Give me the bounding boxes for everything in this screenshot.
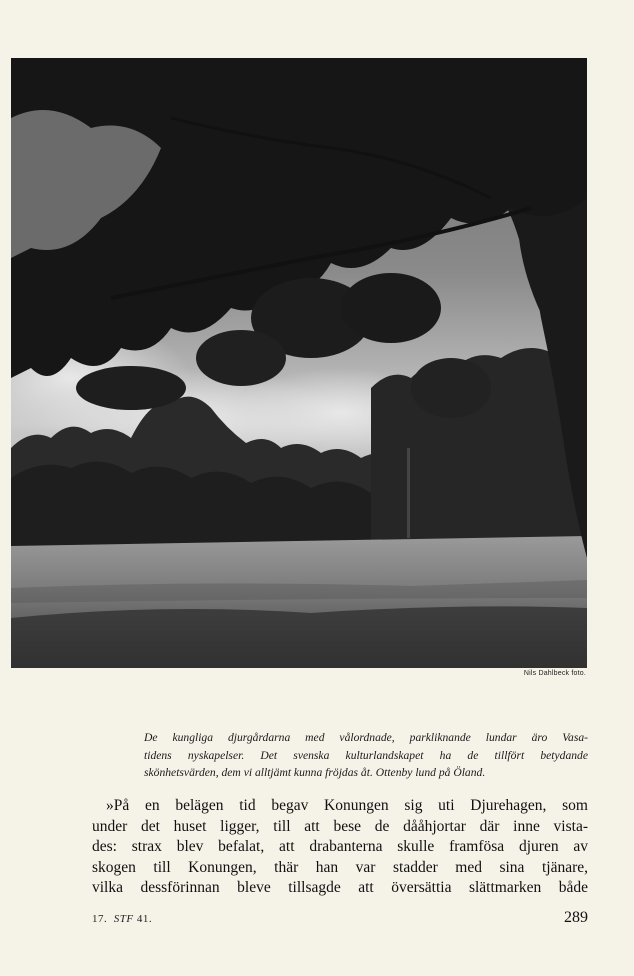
photo-caption xyxy=(144,729,588,782)
photo-illustration xyxy=(11,58,587,668)
signature-number: 17. xyxy=(92,913,108,925)
body-line: vilka dessförinnan bleve tillsagde att översättia slättmarken både xyxy=(92,879,588,897)
signature-year: 41. xyxy=(136,913,153,925)
body-line: »På en belägen tid begav Konungen sig uti Djurehagen, som xyxy=(106,797,588,814)
body-line: des: strax blev befalat, att drabanterna skulle framfösa djuren av xyxy=(92,838,588,856)
caption-line: tidens nyskapelser. Det svenska kulturlandskapet ha de tillfört betydande xyxy=(144,748,588,762)
body-line: under det huset ligger, till att bese de dååhjortar där inne vista- xyxy=(92,817,588,835)
photograph-meadow-oak xyxy=(11,58,587,668)
photo-credit: Nils Dahlbeck foto. xyxy=(523,670,586,677)
page-number: 289 xyxy=(564,909,588,926)
body-paragraph xyxy=(92,796,588,899)
body-line: skogen till Konungen, thär han var stadder med sina tjänare, xyxy=(92,858,588,876)
signature-abbrev: STF xyxy=(113,913,134,925)
caption-line: De kungliga djurgårdarna med vålordnade, parkliknande lundar äro Vasa- xyxy=(144,731,588,744)
footer-signature xyxy=(92,913,152,925)
caption-line: skönhetsvärden, dem vi alltjämt kunna fröjdas åt. Ottenby lund på Öland. xyxy=(144,766,486,779)
